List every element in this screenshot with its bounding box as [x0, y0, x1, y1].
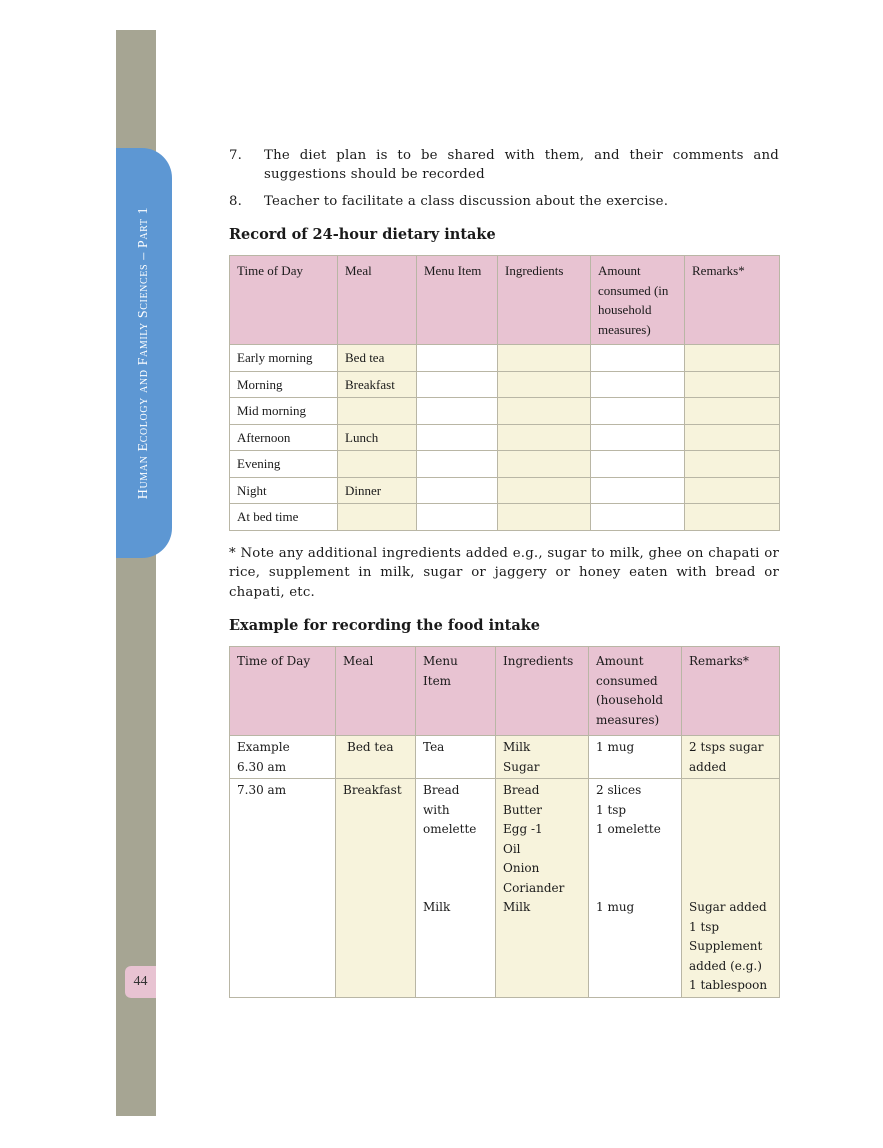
remarks-line: 1 tablespoon	[689, 978, 768, 992]
page-number: 44	[125, 966, 156, 998]
column-header: Amount consumed (household measures)	[589, 647, 682, 736]
time-value: 7.30 am	[237, 783, 287, 797]
amount-cell	[591, 424, 685, 451]
meal-cell: Lunch	[338, 424, 417, 451]
record-table	[229, 255, 780, 531]
meal-cell	[336, 779, 416, 998]
amount-cell	[589, 736, 682, 779]
ingredients-cell	[498, 424, 591, 451]
meal-cell: Dinner	[338, 477, 417, 504]
ingredient: Onion	[503, 861, 540, 875]
ingredient: Milk	[503, 740, 531, 754]
time-cell: Evening	[230, 451, 338, 478]
remarks-cell	[682, 779, 780, 998]
ingredients-cell	[496, 779, 589, 998]
time-cell: At bed time	[230, 504, 338, 531]
example-table	[229, 646, 780, 998]
table-header-row	[230, 647, 780, 736]
meal-cell: Breakfast	[338, 371, 417, 398]
column-header: Menu Item	[416, 647, 496, 736]
menu-line: with	[423, 802, 450, 817]
ingredient: Egg -1	[503, 822, 543, 836]
column-header: Time of Day	[230, 647, 336, 736]
list-item	[229, 192, 779, 211]
ingredients-cell	[498, 504, 591, 531]
meal-cell	[336, 736, 416, 779]
time-cell: Night	[230, 477, 338, 504]
time-label: Example	[237, 740, 290, 754]
remarks-cell	[685, 424, 780, 451]
remarks-value: 2 tsps sugar added	[689, 740, 764, 774]
remarks-line: 1 tsp	[689, 919, 720, 934]
remarks-line: Supplement	[689, 939, 763, 953]
record-table-heading: Record of 24-hour dietary intake	[229, 226, 496, 243]
amount-line: 1 tsp	[596, 802, 627, 817]
amount-cell	[591, 371, 685, 398]
table-header-row	[230, 256, 780, 345]
amount-line: 1 omelette	[596, 822, 661, 836]
example-table-heading: Example for recording the food intake	[229, 617, 541, 634]
column-header: Time of Day	[230, 256, 338, 345]
remarks-cell	[685, 398, 780, 425]
table-row	[230, 504, 780, 531]
table-row	[230, 371, 780, 398]
meal-cell	[338, 451, 417, 478]
table-row	[230, 424, 780, 451]
table-row	[230, 451, 780, 478]
amount-cell	[591, 504, 685, 531]
menu-cell	[417, 371, 498, 398]
ingredients-cell	[498, 371, 591, 398]
time-cell: Afternoon	[230, 424, 338, 451]
remarks-cell	[685, 371, 780, 398]
amount-cell	[591, 451, 685, 478]
amount-line: 1 mug	[596, 899, 635, 914]
ingredients-cell	[498, 398, 591, 425]
chapter-tab-label: Human Ecology and Family Sciences – Part 1	[136, 206, 152, 500]
list-item-number: 7.	[229, 148, 243, 163]
ingredient: Bread	[503, 783, 540, 797]
remarks-cell	[685, 451, 780, 478]
menu-cell	[417, 398, 498, 425]
meal-value: Breakfast	[343, 783, 402, 797]
table-row	[230, 736, 780, 779]
menu-cell	[417, 424, 498, 451]
menu-cell	[416, 736, 496, 779]
time-cell: Morning	[230, 371, 338, 398]
time-cell	[230, 736, 336, 779]
time-value: 6.30 am	[237, 759, 287, 774]
amount-cell	[591, 477, 685, 504]
menu-cell	[417, 345, 498, 372]
menu-line: omelette	[423, 822, 477, 836]
remarks-cell	[685, 345, 780, 372]
column-header: Meal	[338, 256, 417, 345]
list-item-number: 8.	[229, 194, 243, 209]
column-header: Ingredients	[498, 256, 591, 345]
menu-value: Tea	[423, 740, 445, 754]
column-header: Menu Item	[417, 256, 498, 345]
menu-cell	[416, 779, 496, 998]
menu-cell	[417, 451, 498, 478]
table-row	[230, 398, 780, 425]
meal-cell	[338, 398, 417, 425]
column-header: Remarks*	[682, 647, 780, 736]
remarks-cell	[685, 477, 780, 504]
meal-cell	[338, 504, 417, 531]
ingredients-cell	[496, 736, 589, 779]
ingredient: Coriander	[503, 880, 565, 895]
table-row	[230, 477, 780, 504]
column-header: Ingredients	[496, 647, 589, 736]
list-item-text: The diet plan is to be shared with them, and their comments and suggestions should be recorded	[264, 148, 779, 182]
menu-cell	[417, 477, 498, 504]
meal-cell: Bed tea	[338, 345, 417, 372]
amount-cell	[591, 398, 685, 425]
column-header: Meal	[336, 647, 416, 736]
amount-value: 1 mug	[596, 740, 635, 754]
amount-cell	[589, 779, 682, 998]
ingredient: Butter	[503, 802, 543, 817]
footnote: * Note any additional ingredients added e.g., sugar to milk, ghee on chapati or rice, supplement in milk, sugar or jaggery or honey eaten with bread or chapati, etc.	[229, 545, 779, 600]
ingredients-cell	[498, 345, 591, 372]
menu-cell	[417, 504, 498, 531]
amount-line: 2 slices	[596, 783, 642, 797]
menu-line: Bread	[423, 783, 460, 797]
list-item-text: Teacher to facilitate a class discussion about the exercise.	[264, 194, 669, 209]
time-cell: Early morning	[230, 345, 338, 372]
menu-line: Milk	[423, 899, 451, 914]
list-item	[229, 146, 779, 184]
chapter-tab-label-wrap	[116, 148, 172, 558]
meal-value: Bed tea	[347, 740, 394, 754]
ingredient: Oil	[503, 841, 521, 856]
ingredient: Milk	[503, 900, 531, 914]
ingredient: Sugar	[503, 759, 540, 774]
table-row	[230, 345, 780, 372]
time-cell: Mid morning	[230, 398, 338, 425]
remarks-cell	[685, 504, 780, 531]
amount-cell	[591, 345, 685, 372]
column-header: Remarks*	[685, 256, 780, 345]
column-header: Amount consumed (in household measures)	[591, 256, 685, 345]
remarks-line: Sugar added	[689, 900, 767, 914]
ingredients-cell	[498, 451, 591, 478]
ingredients-cell	[498, 477, 591, 504]
time-cell	[230, 779, 336, 998]
table-row	[230, 779, 780, 998]
remarks-line: added (e.g.)	[689, 958, 762, 973]
remarks-cell	[682, 736, 780, 779]
page-content	[229, 146, 779, 998]
